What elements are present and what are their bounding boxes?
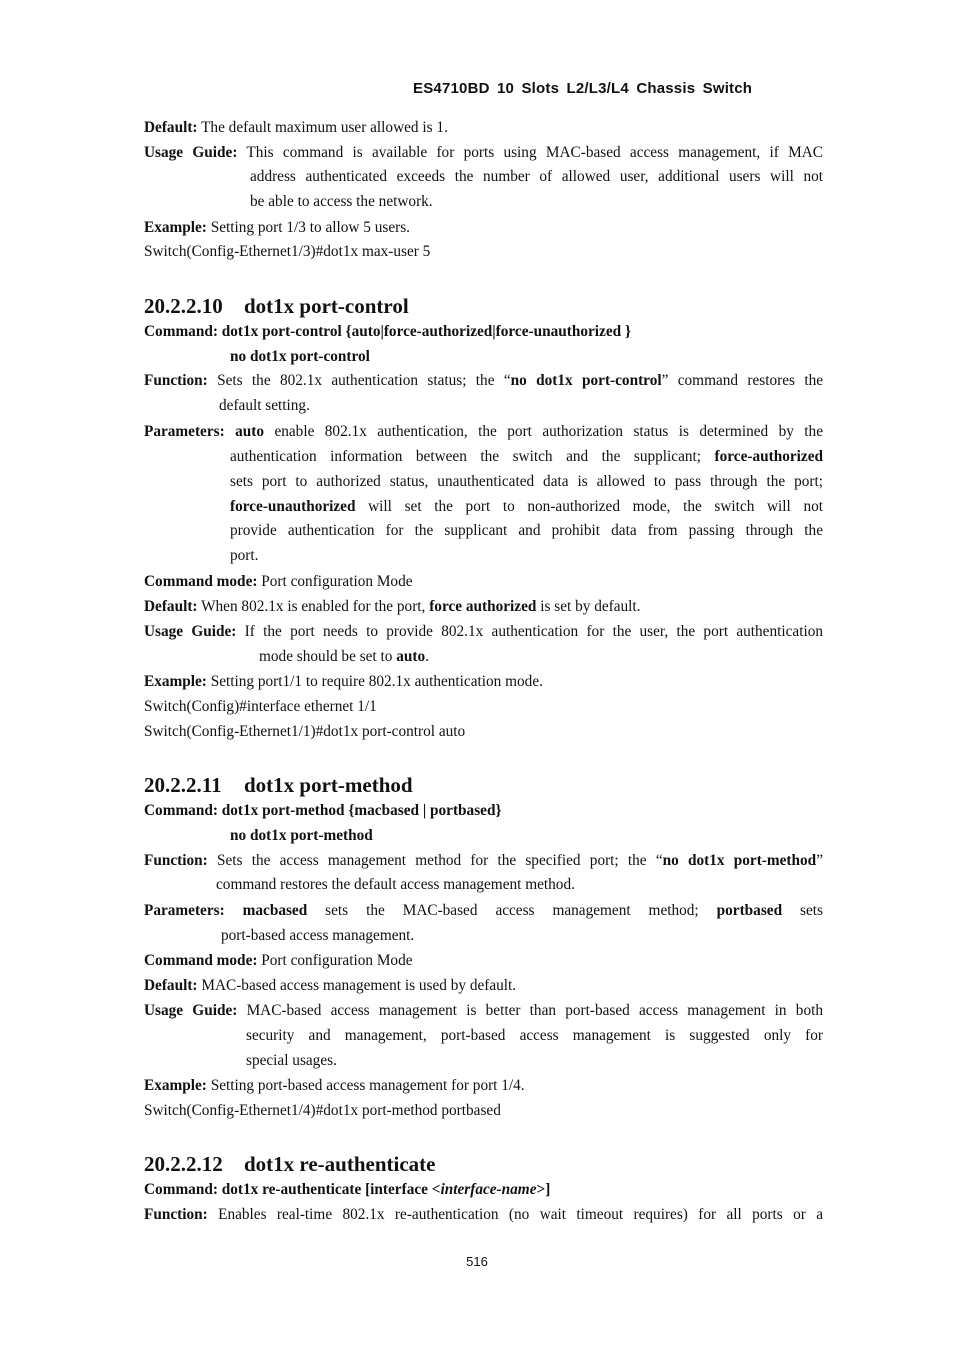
usage-guide-line: Usage Guide: This command is available for ports using MAC-based access management, if MAC <box>144 144 823 161</box>
parameters-cont: authentication information between the switch and the supplicant; force-authorized <box>230 448 823 465</box>
example-line: Example: Setting port-based access management for port 1/4. <box>144 1077 525 1094</box>
function-cont: command restores the default access management method. <box>216 876 575 893</box>
function-cont: default setting. <box>219 397 310 414</box>
example-line: Example: Setting port1/1 to require 802.1x authentication mode. <box>144 673 543 690</box>
running-header: ES4710BD 10 Slots L2/L3/L4 Chassis Switch <box>413 80 753 97</box>
command-no-line: no dot1x port-control <box>230 348 370 365</box>
default-line: Default: MAC-based access management is used by default. <box>144 977 517 994</box>
function-line: Function: Sets the 802.1x authentication status; the “no dot1x port-control” command restores the <box>144 372 824 389</box>
code-line: Switch(Config)#interface ethernet 1/1 <box>144 698 377 715</box>
command-mode-line: Command mode: Port configuration Mode <box>144 952 413 969</box>
parameters-cont: port. <box>230 547 259 564</box>
section-heading: 20.2.2.12 dot1x re-authenticate <box>144 1152 436 1176</box>
usage-guide-cont: special usages. <box>246 1052 337 1069</box>
command-mode-line: Command mode: Port configuration Mode <box>144 573 413 590</box>
parameters-cont: sets port to authorized status, unauthenticated data is allowed to pass through the port; <box>230 473 823 490</box>
command-line: Command: dot1x port-control {auto|force-authorized|force-unauthorized } <box>144 323 631 340</box>
usage-guide-cont: security and management, port-based access management is suggested only for <box>246 1027 823 1044</box>
parameters-line: Parameters: macbased sets the MAC-based access management method; portbased sets <box>144 902 823 919</box>
code-line: Switch(Config-Ethernet1/1)#dot1x port-control auto <box>144 723 466 740</box>
example-line: Example: Setting port 1/3 to allow 5 users. <box>144 219 410 236</box>
usage-guide-cont: address authenticated exceeds the number of allowed user, additional users will not <box>250 168 823 185</box>
usage-guide-line: Usage Guide: If the port needs to provide 802.1x authentication for the user, the port authentication <box>144 623 823 640</box>
code-line: Switch(Config-Ethernet1/3)#dot1x max-user 5 <box>144 243 431 260</box>
usage-guide-line: Usage Guide: MAC-based access management is better than port-based access management in both <box>144 1002 823 1019</box>
function-line: Function: Enables real-time 802.1x re-authentication (no wait timeout requires) for all ports or a <box>144 1206 823 1223</box>
page-number: 516 <box>466 1254 488 1269</box>
command-line: Command: dot1x re-authenticate [interface <interface-name>] <box>144 1181 551 1198</box>
parameters-cont: port-based access management. <box>221 927 415 944</box>
usage-guide-cont: be able to access the network. <box>250 193 433 210</box>
parameters-line: Parameters: auto enable 802.1x authentication, the port authorization status is determined by the <box>144 423 823 440</box>
parameters-cont: provide authentication for the supplicant and prohibit data from passing through the <box>230 522 823 539</box>
command-line: Command: dot1x port-method {macbased | portbased} <box>144 802 502 819</box>
code-line: Switch(Config-Ethernet1/4)#dot1x port-method portbased <box>144 1102 501 1119</box>
command-no-line: no dot1x port-method <box>230 827 373 844</box>
section-heading: 20.2.2.10 dot1x port-control <box>144 294 409 318</box>
default-line: Default: When 802.1x is enabled for the port, force authorized is set by default. <box>144 598 641 615</box>
function-line: Function: Sets the access management method for the specified port; the “no dot1x port-method” <box>144 852 823 869</box>
parameters-cont: force-unauthorized will set the port to non-authorized mode, the switch will not <box>230 498 823 515</box>
usage-guide-cont: mode should be set to auto. <box>259 648 429 665</box>
section-heading: 20.2.2.11 dot1x port-method <box>144 773 413 797</box>
default-line: Default: The default maximum user allowed is 1. <box>144 119 448 136</box>
